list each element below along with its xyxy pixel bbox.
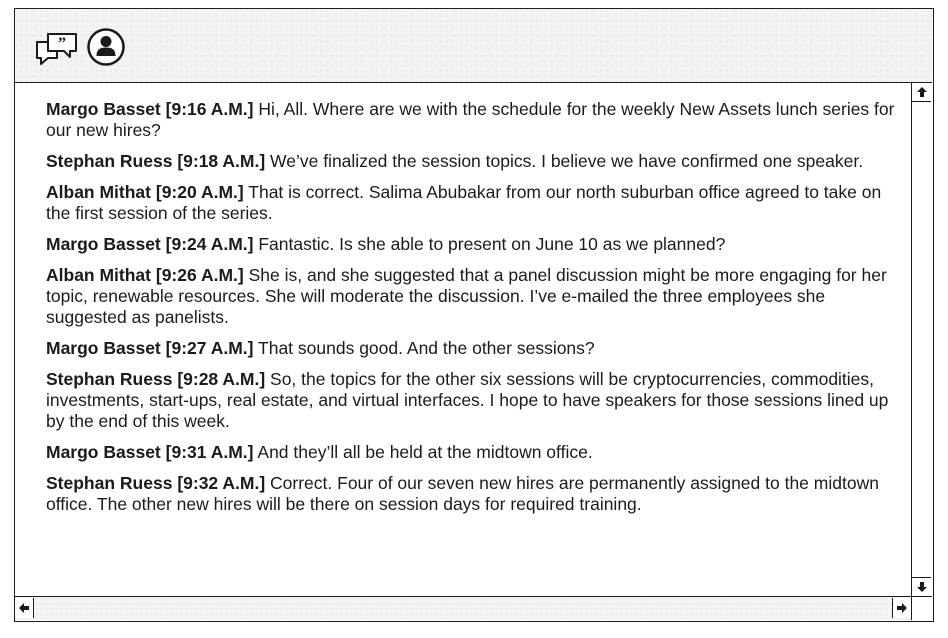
user-profile-icon[interactable] [86,27,126,67]
message-text: And they’ll all be held at the midtown office. [257,442,593,462]
message-time: [9:24 A.M.] [165,234,254,254]
message-item [46,99,897,141]
message-text: Correct. Four of our seven new hires are permanently assigned to the midtown office. The other new hires will be there on session days for required training. [46,473,879,514]
message-item [46,182,897,224]
message-sender: Margo Basset [46,234,161,254]
message-time: [9:28 A.M.] [177,369,266,389]
message-sender: Stephan Ruess [46,473,173,493]
message-sender: Alban Mithat [46,265,151,285]
message-text: She is, and she suggested that a panel discussion might be more engaging for her topic, renewable resources. She will moderate the discussion. I’ve e-mailed the three employees she suggested as panelists. [46,265,887,327]
message-time: [9:27 A.M.] [165,338,254,358]
chat-quote-icon[interactable] [35,31,79,67]
message-item [46,234,897,255]
scroll-up-button[interactable] [912,83,931,102]
scroll-left-button[interactable] [15,598,34,618]
toolbar [15,9,932,83]
message-item [46,265,897,328]
message-item [46,369,897,432]
message-time: [9:20 A.M.] [155,182,244,202]
message-time: [9:32 A.M.] [177,473,266,493]
vertical-scrollbar[interactable] [911,83,932,596]
message-list [15,83,911,515]
message-sender: Margo Basset [46,99,161,119]
chat-window [14,8,934,622]
message-item [46,338,897,359]
message-sender: Margo Basset [46,442,161,462]
message-item [46,442,897,463]
message-item [46,473,897,515]
message-time: [9:18 A.M.] [177,151,266,171]
message-item [46,151,897,172]
message-text: So, the topics for the other six sessions will be cryptocurrencies, commodities, investments, start-ups, real estate, and virtual interfaces. I hope to have speakers for those sessions lined up by the end of this week. [46,369,889,431]
message-text: That is correct. Salima Abubakar from our north suburban office agreed to take on the first session of the series. [46,182,882,223]
message-time: [9:16 A.M.] [165,99,254,119]
message-sender: Margo Basset [46,338,161,358]
message-text: Fantastic. Is she able to present on June 10 as we planned? [258,234,726,254]
message-sender: Alban Mithat [46,182,151,202]
scrollbar-corner [911,596,932,620]
arrow-left-icon [18,602,30,614]
svg-text:”: ” [58,35,66,52]
message-sender: Stephan Ruess [46,369,173,389]
horizontal-scrollbar[interactable] [15,596,911,620]
message-text: That sounds good. And the other sessions? [258,338,595,358]
message-sender: Stephan Ruess [46,151,173,171]
message-text: We’ve finalized the session topics. I believe we have confirmed one speaker. [270,151,864,171]
message-text: Hi, All. Where are we with the schedule for the weekly New Assets lunch series for our new hires? [46,99,895,140]
arrow-down-icon [916,581,928,593]
scroll-down-button[interactable] [912,577,931,596]
arrow-right-icon [896,602,908,614]
scroll-right-button[interactable] [892,598,911,618]
message-time: [9:31 A.M.] [165,442,254,462]
message-area[interactable] [15,83,911,596]
arrow-up-icon [916,86,928,98]
message-time: [9:26 A.M.] [155,265,244,285]
